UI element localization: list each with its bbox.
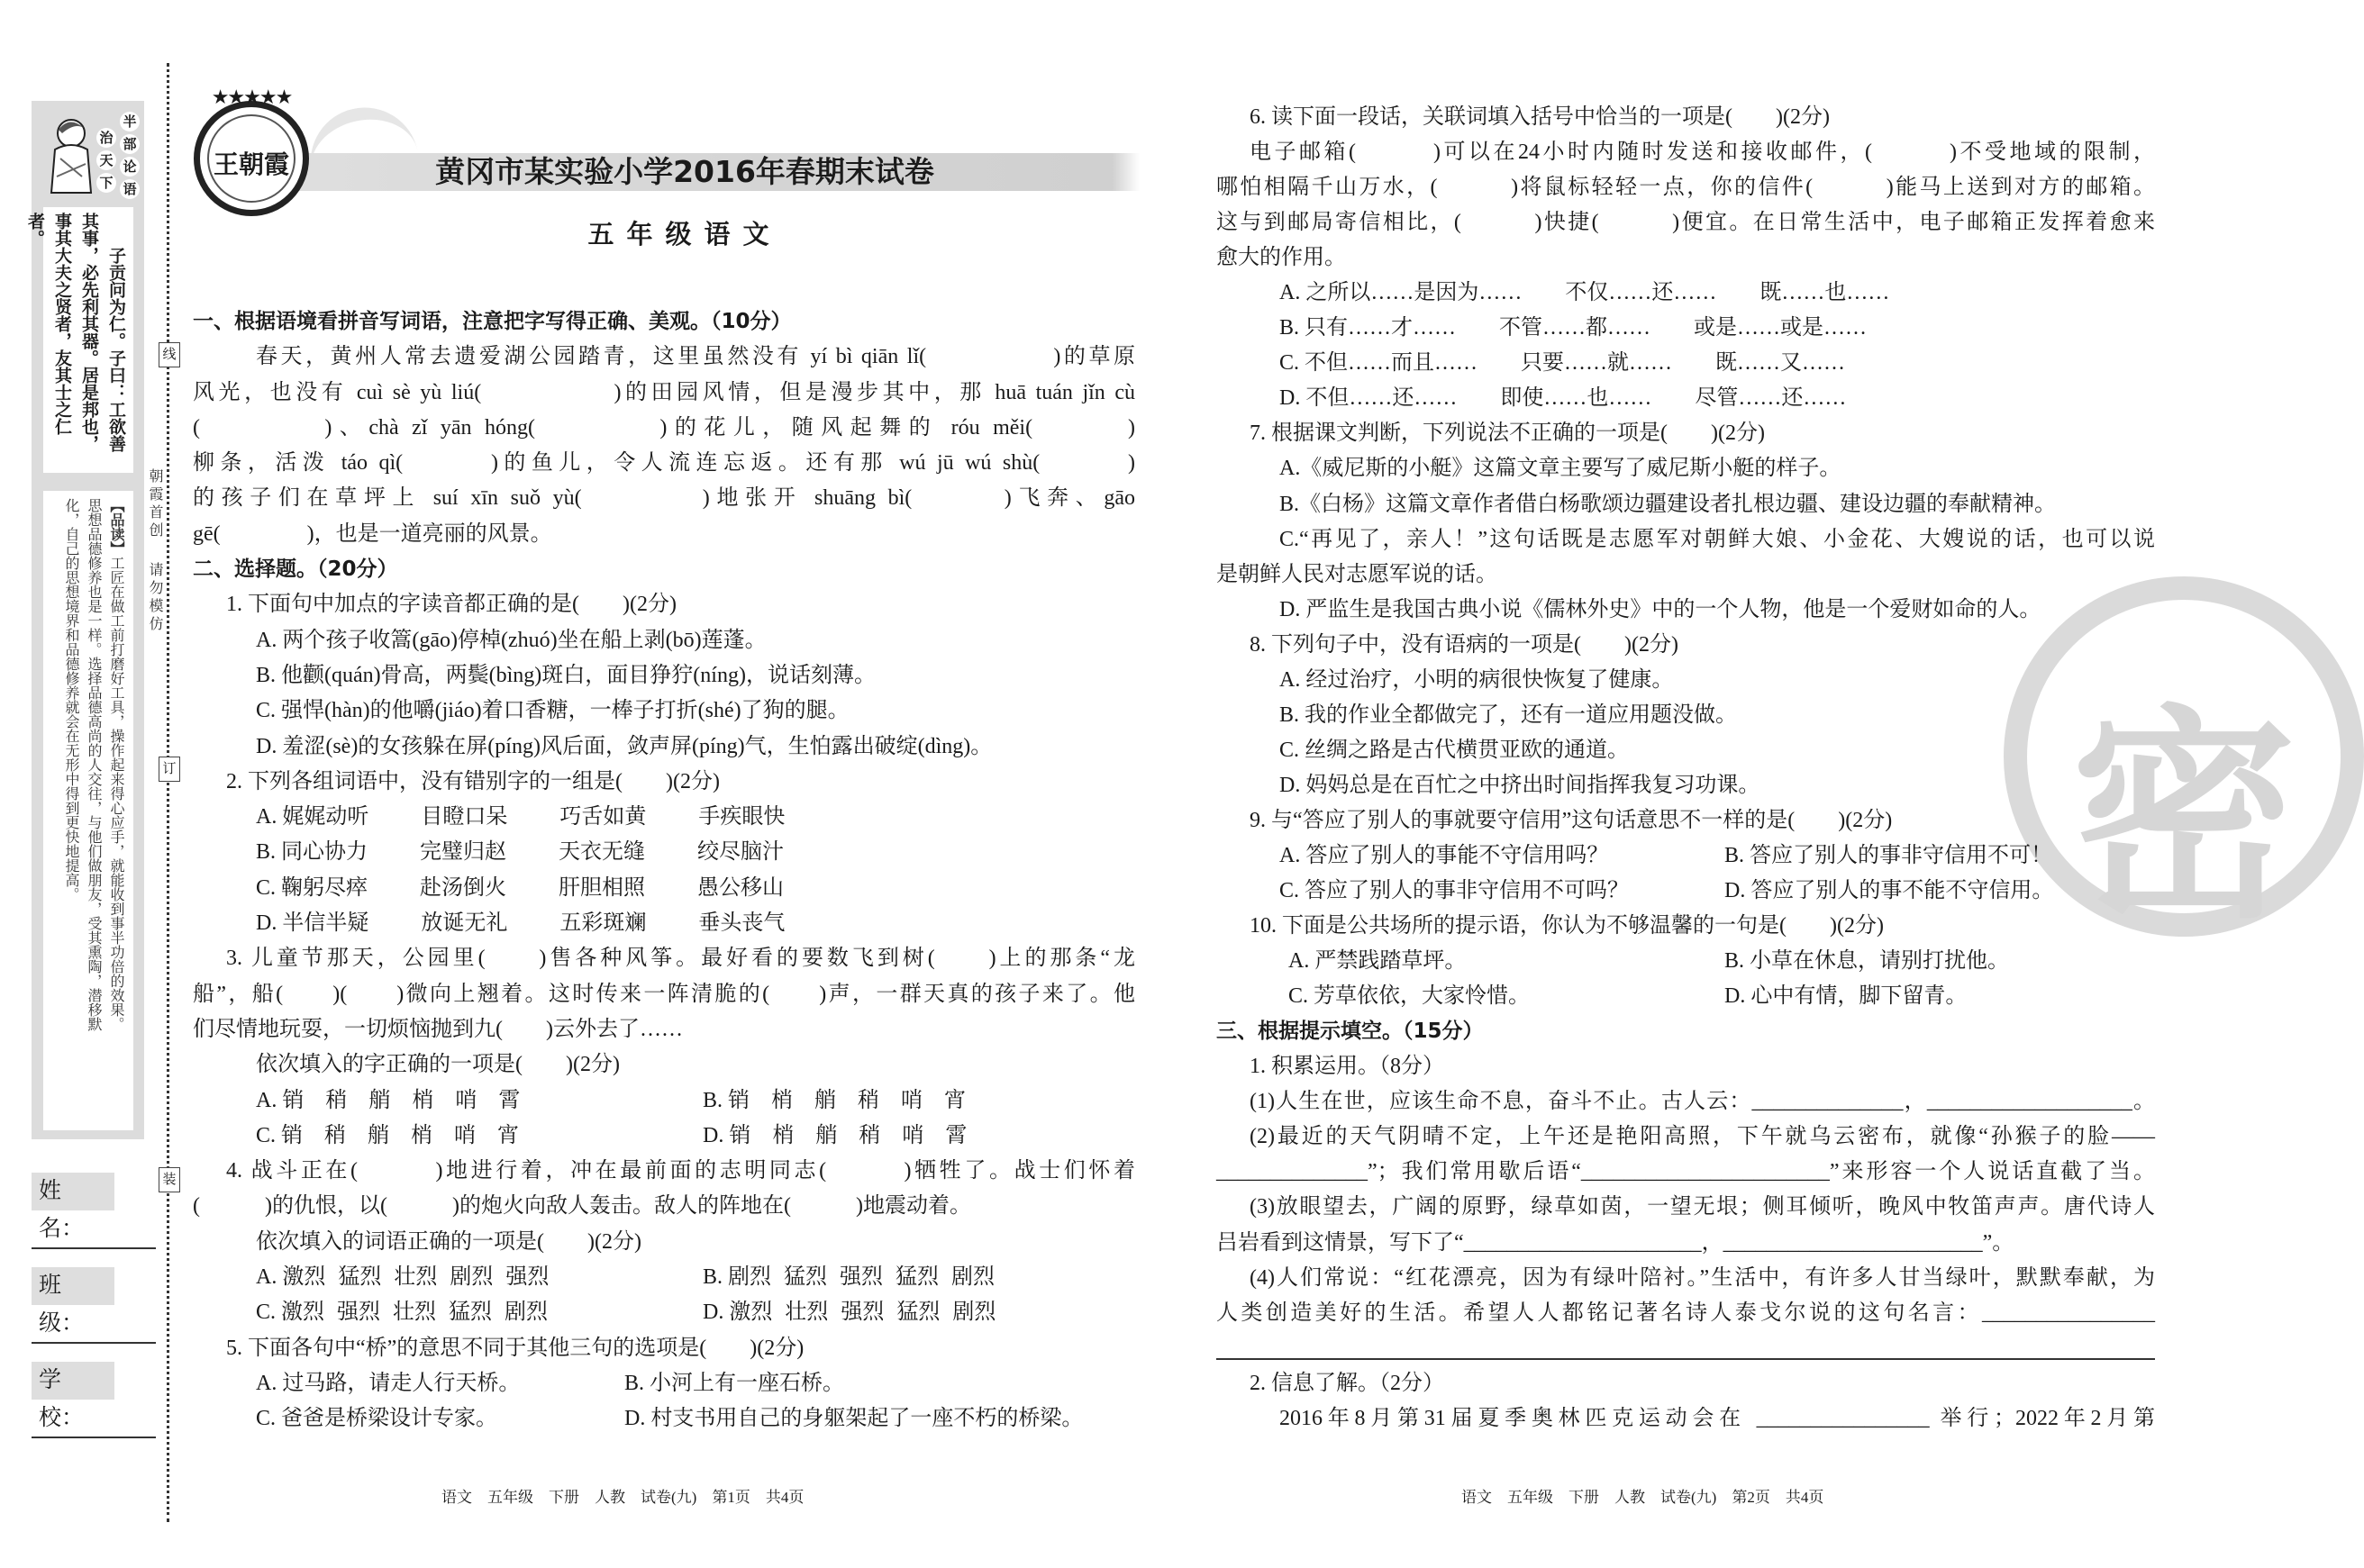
reading-label: 【品读】: [108, 498, 125, 556]
option-text: 娓娓动听 目瞪口呆 巧舌如黄 手疾眼快: [282, 805, 786, 829]
option-a[interactable]: A. 过马路，请走人行天桥。: [256, 1371, 521, 1395]
option-c[interactable]: C. 丝绸之路是古代横贯亚欧的通道。: [1279, 738, 1630, 762]
option-label: A.: [256, 1088, 277, 1112]
option-a[interactable]: A. 经过治疗，小明的病很快恢复了健康。: [1279, 667, 1674, 692]
school-label: 学 校：: [32, 1362, 114, 1400]
option-text: 鞠躬尽瘁 赴汤倒火 肝胆相照 愚公移山: [281, 875, 785, 900]
option-b[interactable]: B. 答应了别人的事非守信用不可！: [1724, 843, 2053, 867]
option-c[interactable]: C.“再见了，亲人！”这句话既是志愿军对朝鲜大娘、小金花、大嫂说的话，也可以说: [1279, 527, 2155, 551]
fold-mark-line: 线: [159, 342, 180, 367]
stamp-text: 密: [2071, 686, 2296, 948]
question-stem: 6. 读下面一段话，关联词填入括号中恰当的一项是( )(2分): [1250, 105, 1830, 129]
page-2-content: [1216, 100, 2155, 1437]
fill-item[interactable]: (4)人们常说：“红花漂亮，因为有绿叶陪衬。”生活中，有许多人甘当绿叶，默默奉献，为: [1250, 1265, 2155, 1290]
text-line: ( )的仇恨，以( )的炮火向敌人轰击。敌人的阵地在( )地震动着。: [193, 1194, 971, 1219]
section-heading: 一、根据语境看拼音写词语，注意把字写得正确、美观。（10分）: [193, 310, 792, 333]
option-text: 销 稍 艄 梢 哨 宵: [281, 1123, 520, 1147]
sub-question: 2. 信息了解。（2分）: [1250, 1371, 1444, 1395]
banner-char: 论: [120, 157, 140, 177]
fill-item[interactable]: 2016年8月第31届夏季奥林匹克运动会在 ________________ 举行；2022年2月第: [1279, 1406, 2155, 1430]
option-b[interactable]: B. 我的作业全都做完了，还有一道应用题没做。: [1279, 702, 1738, 727]
option-d[interactable]: D. 不但……还…… 即使……也…… 尽管……还……: [1279, 386, 1847, 411]
option-text: 同心协力 完璧归赵 天衣无缝 绞尽脑汁: [281, 840, 785, 865]
question-stem: 5. 下面各句中“桥”的意思不同于其他三句的选项是( )(2分): [226, 1336, 805, 1360]
option-label: B.: [703, 1088, 723, 1112]
question-stem: 3. 儿童节那天，公园里( )售各种风筝。最好看的要数飞到树( )上的那条“龙: [226, 947, 1135, 971]
option-b[interactable]: [193, 835, 1135, 870]
page-1-content: [193, 304, 1135, 1437]
page-footer: 语文 五年级 下册 人教 试卷(九) 第1页 共4页: [441, 1489, 805, 1506]
option-a[interactable]: A. 两个孩子收篙(gāo)停棹(zhuó)坐在船上剥(bō)莲蓬。: [256, 628, 767, 652]
reading-note: [43, 491, 133, 1130]
option-text: 激烈 壮烈 强烈 猛烈 剧烈: [729, 1301, 996, 1325]
binding-fold-line: [167, 63, 169, 1522]
class-label: 班 级：: [32, 1267, 114, 1305]
text-line: 这与到邮局寄信相比，( )快捷( )便宜。在日常生活中，电子邮箱正发挥着愈来: [1216, 211, 2155, 235]
option-label: A.: [256, 1265, 277, 1290]
option-d[interactable]: [193, 906, 1135, 941]
question-stem: 8. 下列句子中，没有语病的一项是( )(2分): [1250, 632, 1678, 657]
option-a[interactable]: [256, 1089, 520, 1112]
option-c[interactable]: [256, 1301, 548, 1324]
option-label: B.: [703, 1265, 723, 1290]
option-row: [1216, 979, 2155, 1014]
option-label: A.: [256, 805, 277, 829]
option-a[interactable]: A. 答应了别人的事能不守信用吗？: [1279, 843, 1609, 867]
text-line: gē( )，也是一道亮丽的风景。: [193, 521, 552, 546]
banner-half-analects: [120, 112, 140, 199]
text-line: 愈大的作用。: [1216, 246, 1346, 270]
quote-line: 子贡问为仁。子曰：工欲善: [106, 247, 126, 452]
logo-text: 王朝霞: [213, 150, 289, 179]
quote-line: 其事，必先利其器。居是邦也，: [79, 213, 99, 452]
option-d[interactable]: D. 羞涩(sè)的女孩躲在屏(píng)风后面，敛声屏(píng)气，生怕露出破绽(dìng)。: [256, 734, 993, 758]
option-a[interactable]: A. 之所以……是因为…… 不仅……还…… 既……也……: [1279, 281, 1890, 305]
text-line: 哪怕相隔千山万水，( )将鼠标轻轻一点，你的信件( )能马上送到对方的邮箱。: [1216, 176, 2155, 200]
option-text: 激烈 猛烈 壮烈 剧烈 强烈: [282, 1265, 550, 1290]
option-a[interactable]: A.《威尼斯的小艇》这篇文章主要写了威尼斯小艇的样子。: [1279, 457, 1841, 481]
fill-item[interactable]: (1)人生在世，应该生命不息，奋斗不止。古人云：______________，___________________。: [1250, 1090, 2155, 1114]
option-row: [193, 1083, 1135, 1119]
reading-line: 化，自己的思想境界和品德修养就会在无形中得到更快地提高。: [63, 498, 80, 902]
text-line: 柳条，活泼 táo qì( )的鱼儿，令人流连忘返。还有那 wú jū wú shù( ): [193, 451, 1135, 476]
text-line: 春天，黄州人常去遗爱湖公园踏青，这里虽然没有 yí bì qiān lǐ( )的草原: [256, 345, 1135, 369]
option-text: 剧烈 猛烈 强烈 猛烈 剧烈: [728, 1265, 996, 1290]
quote-line: 事其大夫之贤者，友其士之仁者。: [25, 213, 72, 435]
exam-title: 黄冈市某实验小学2016年春期末试卷: [435, 154, 934, 189]
option-d[interactable]: D. 严监生是我国古典小说《儒林外史》中的一个人物，他是一个爱财如命的人。: [1279, 597, 2041, 621]
text-line: 电子邮箱( )可以在24小时内随时发送和接收邮件，( )不受地域的限制，: [1250, 140, 2155, 165]
option-row: [193, 1366, 1135, 1401]
option-b[interactable]: [703, 1083, 966, 1119]
fill-item[interactable]: ______________”；我们常用歇后语“_______________________”来形容一个人说话直截了当。: [1216, 1160, 2155, 1184]
reading-line: 工匠在做工前打磨好工具，操作起来得心应手，就能收到事半功倍的效果。: [108, 556, 125, 1031]
option-b[interactable]: B. 小草在休息，请别打扰他。: [1724, 949, 2010, 974]
analects-quote: [25, 207, 133, 473]
exam-subject: 五年级语文: [587, 219, 782, 249]
option-c[interactable]: [193, 871, 1135, 906]
question-stem: 2. 下列各组词语中，没有错别字的一组是( )(2分): [226, 769, 720, 793]
fill-item[interactable]: 人类创造美好的生活。希望人人都铭记著名诗人泰戈尔说的这句名言：________________: [1216, 1301, 2155, 1325]
option-label: D.: [703, 1123, 724, 1147]
section-heading: 三、根据提示填空。（15分）: [1216, 1020, 1484, 1044]
option-text: 销 梢 艄 稍 哨 霄: [729, 1123, 968, 1147]
fill-item[interactable]: (2)最近的天气阴晴不定，上午还是艳阳高照，下午就乌云密布，就像“孙猴子的脸——: [1250, 1125, 2155, 1149]
fold-mark-staple: 装: [159, 1167, 180, 1192]
question-prompt: 依次填入的词语正确的一项是( )(2分): [256, 1229, 641, 1254]
copyright-notice: 请勿模仿: [147, 562, 162, 634]
option-text: 销 梢 艄 稍 哨 宵: [728, 1088, 967, 1112]
option-row: [193, 1119, 1135, 1154]
banner-char: 下: [96, 173, 116, 193]
option-d[interactable]: [703, 1119, 967, 1154]
sidebar-panel: [25, 101, 144, 1139]
star-icon: ★★★★★: [211, 86, 292, 108]
banner-char: 部: [120, 134, 140, 154]
option-row: [193, 1260, 1135, 1295]
option-text: 激烈 强烈 壮烈 猛烈 剧烈: [281, 1301, 549, 1325]
text-line: ( )、chà zǐ yān hóng( )的花儿，随风起舞的 róu měi( ): [193, 415, 1135, 440]
text-line: 风光，也没有 cuì sè yù liú( )的田园风情，但是漫步其中，那 huā tuán jǐn cù: [193, 380, 1135, 404]
option-label: C.: [256, 1301, 277, 1325]
fill-item[interactable]: (3)放眼望去，广阔的原野，绿草如茵，一望无垠；侧耳倾听，晚风中牧笛声声。唐代诗人: [1250, 1195, 2155, 1219]
option-c[interactable]: C. 爸爸是桥梁设计专家。: [256, 1407, 498, 1431]
option-c[interactable]: C. 芳草依依，大家怜惜。: [1288, 984, 1531, 1009]
option-b[interactable]: B. 他颧(quán)骨高，两鬓(bìng)斑白，面目狰狞(níng)，说话刻薄。: [256, 663, 876, 687]
option-row: [193, 1401, 1135, 1437]
copyright-notice: 朝霞首创: [147, 468, 162, 540]
question-stem: 9. 与“答应了别人的事就要守信用”这句话意思不一样的是( )(2分): [1250, 808, 1893, 832]
option-text: 销 稍 艄 梢 哨 霄: [282, 1088, 521, 1112]
option-label: C.: [256, 875, 277, 900]
question-stem: 4. 战斗正在( )地进行着，冲在最前面的志明同志( )牺牲了。战士们怀着: [226, 1159, 1135, 1183]
option-c-cont[interactable]: 是朝鲜人民对志愿军说的话。: [1216, 562, 1497, 586]
option-row: [1216, 838, 2155, 874]
option-label: B.: [256, 840, 277, 865]
page-footer: 语文 五年级 下册 人教 试卷(九) 第2页 共4页: [1461, 1489, 1824, 1506]
text-line: 船”，船( )( )微向上翘着。这时传来一阵清脆的( )声，一群天真的孩子来了。他: [193, 982, 1135, 1006]
question-stem: 10. 下面是公共场所的提示语，你认为不够温馨的一句是( )(2分): [1250, 914, 1884, 938]
option-d[interactable]: D. 心中有情，脚下留青。: [1724, 984, 1968, 1009]
option-label: C.: [256, 1123, 277, 1147]
name-label: 姓 名：: [32, 1173, 114, 1210]
option-a[interactable]: [193, 800, 1135, 835]
name-field[interactable]: [32, 1247, 156, 1249]
option-row: [193, 1295, 1135, 1330]
text-line: 们尽情地玩耍，一切烦恼抛到九( )云外去了……: [193, 1017, 683, 1041]
question-stem: 1. 下面句中加点的字读音都正确的是( )(2分): [226, 593, 677, 617]
option-d[interactable]: D. 妈妈总是在百忙之中挤出时间指挥我复习功课。: [1279, 773, 1760, 797]
banner-char: 治: [96, 128, 116, 148]
option-b[interactable]: B.《白杨》这篇文章作者借白杨歌颂边疆建设者扎根边疆、建设边疆的奉献精神。: [1279, 492, 2057, 516]
fill-item[interactable]: 吕岩看到这情景，写下了“______________________，________________________”。: [1216, 1230, 2014, 1255]
banner-char: 天: [96, 150, 116, 170]
option-d[interactable]: D. 答应了别人的事不能不守信用。: [1724, 879, 2054, 903]
banner-char: 语: [120, 179, 140, 199]
banner-rule-world: [96, 128, 116, 193]
banner-char: 半: [120, 112, 140, 131]
option-c[interactable]: C. 答应了别人的事非守信用不可吗？: [1279, 879, 1630, 903]
section-heading: 二、选择题。（20分）: [193, 557, 398, 582]
option-b[interactable]: [703, 1260, 995, 1295]
reading-line: 思想品德修养也是一样。选择品德高尚的人交往，与他们做朋友，受其熏陶，潜移默: [86, 498, 103, 1031]
option-row: [1216, 874, 2155, 909]
sub-question: 1. 积累运用。（8分）: [1250, 1055, 1444, 1079]
option-b[interactable]: B. 小河上有一座石桥。: [624, 1371, 845, 1395]
school-field[interactable]: [32, 1437, 156, 1438]
option-text: 半信半疑 放诞无礼 五彩斑斓 垂头丧气: [282, 911, 786, 936]
option-d[interactable]: [703, 1295, 996, 1330]
option-b[interactable]: B. 只有……才…… 不管……都…… 或是……或是……: [1279, 316, 1868, 340]
class-field[interactable]: [32, 1342, 156, 1344]
option-d[interactable]: D. 村支书用自己的身躯架起了一座不朽的桥梁。: [624, 1407, 1084, 1431]
option-a[interactable]: A. 严禁践踏草坪。: [1288, 949, 1467, 974]
confucius-figure-icon: [42, 113, 96, 199]
question-stem: 7. 根据课文判断，下列说法不正确的一项是( )(2分): [1250, 421, 1765, 446]
option-label: D.: [703, 1301, 724, 1325]
option-a[interactable]: [256, 1265, 549, 1289]
option-c[interactable]: [256, 1124, 519, 1147]
option-row: [1216, 944, 2155, 979]
fold-mark-bind: 订: [159, 757, 180, 782]
question-prompt: 依次填入的字正确的一项是( )(2分): [256, 1053, 620, 1077]
text-line: 的孩子们在草坪上 suí xīn suǒ yù( )地张开 shuāng bì( )飞奔、gāo: [193, 486, 1135, 511]
answer-line[interactable]: [1216, 1331, 2155, 1366]
option-c[interactable]: C. 强悍(hàn)的他嚼(jiáo)着口香糖，一棒子打折(shé)了狗的腿。: [256, 699, 850, 723]
option-label: D.: [256, 911, 277, 936]
option-c[interactable]: C. 不但……而且…… 只要……就…… 既……又……: [1279, 351, 1846, 376]
